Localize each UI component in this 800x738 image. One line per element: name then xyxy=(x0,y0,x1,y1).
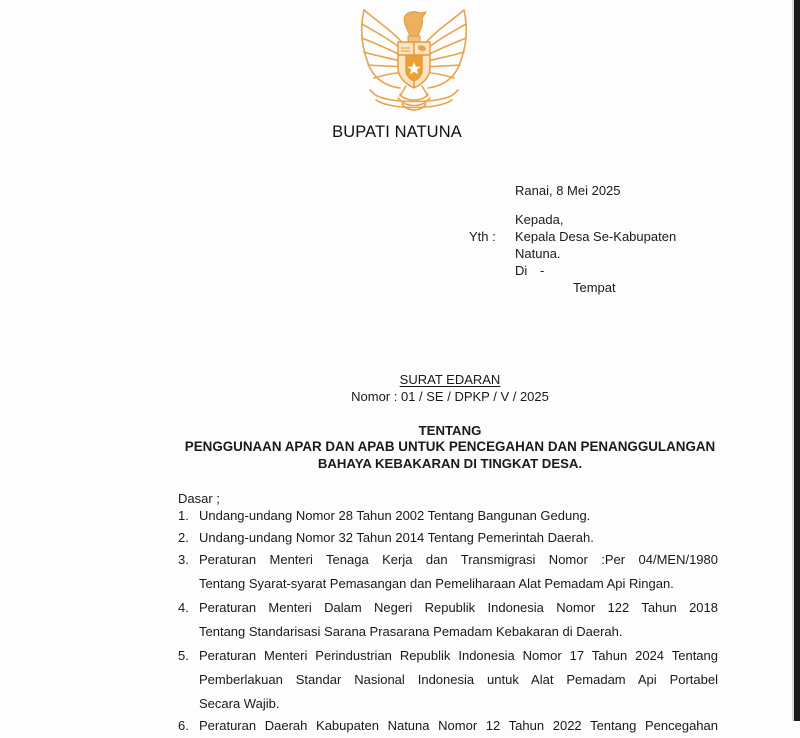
basis-item-number: 6. xyxy=(178,718,189,733)
basis-item-text-line-1: Peraturan Menteri Perindustrian Republik Indonesia Nomor 17 Tahun 2024 Tentang xyxy=(199,648,718,663)
basis-label: Dasar ; xyxy=(178,491,220,506)
basis-item-text-line-1: Peraturan Menteri Tenaga Kerja dan Transmigrasi Nomor :Per 04/MEN/1980 xyxy=(199,552,718,567)
viewer-dark-edge xyxy=(794,0,800,721)
basis-item-text: Undang-undang Nomor 32 Tahun 2014 Tentang Pemerintah Daerah. xyxy=(199,530,594,545)
subject-label: TENTANG xyxy=(418,423,482,438)
place-date: Ranai, 8 Mei 2025 xyxy=(515,183,621,198)
subject-line-2: BAHAYA KEBAKARAN DI TINGKAT DESA. xyxy=(317,456,583,471)
recipient-di-dash: - xyxy=(540,263,545,278)
basis-item-text-line-2: Tentang Syarat-syarat Pemasangan dan Pemeliharaan Alat Pemadam Api Ringan. xyxy=(199,576,674,591)
recipient-place: Tempat xyxy=(573,280,616,295)
basis-item-text: Undang-undang Nomor 28 Tahun 2002 Tentang Bangunan Gedung. xyxy=(199,508,591,523)
recipient-line-1: Kepala Desa Se-Kabupaten xyxy=(515,229,677,244)
basis-item-number: 5. xyxy=(178,648,189,663)
garuda-emblem-icon xyxy=(356,2,472,120)
recipient-to-label: Kepada, xyxy=(515,212,564,227)
issuer-title: BUPATI NATUNA xyxy=(332,123,462,141)
basis-item-text-line-1: Peraturan Menteri Dalam Negeri Republik Indonesia Nomor 122 Tahun 2018 xyxy=(199,600,718,615)
letter-type: SURAT EDARAN xyxy=(399,372,501,387)
basis-item-text-line-2: Pemberlakuan Standar Nasional Indonesia untuk Alat Pemadam Api Portabel xyxy=(199,672,718,687)
basis-item-text: Peraturan Daerah Kabupaten Natuna Nomor 12 Tahun 2022 Tentang Pencegahan xyxy=(199,718,718,733)
recipient-yth-label: Yth : xyxy=(469,229,496,244)
basis-item-number: 1. xyxy=(178,508,189,523)
letter-number: Nomor : 01 / SE / DPKP / V / 2025 xyxy=(351,389,549,404)
basis-item-text-line-3: Secara Wajib. xyxy=(199,696,280,711)
basis-item-number: 2. xyxy=(178,530,189,545)
subject-line-1: PENGGUNAAN APAR DAN APAB UNTUK PENCEGAHAN DAN PENANGGULANGAN xyxy=(184,439,716,454)
recipient-di-label: Di xyxy=(515,263,528,278)
basis-item-text-line-2: Tentang Standarisasi Sarana Prasarana Pemadam Kebakaran di Daerah. xyxy=(199,624,623,639)
recipient-line-2: Natuna. xyxy=(515,246,561,261)
basis-item-number: 3. xyxy=(178,552,189,567)
basis-item-number: 4. xyxy=(178,600,189,615)
